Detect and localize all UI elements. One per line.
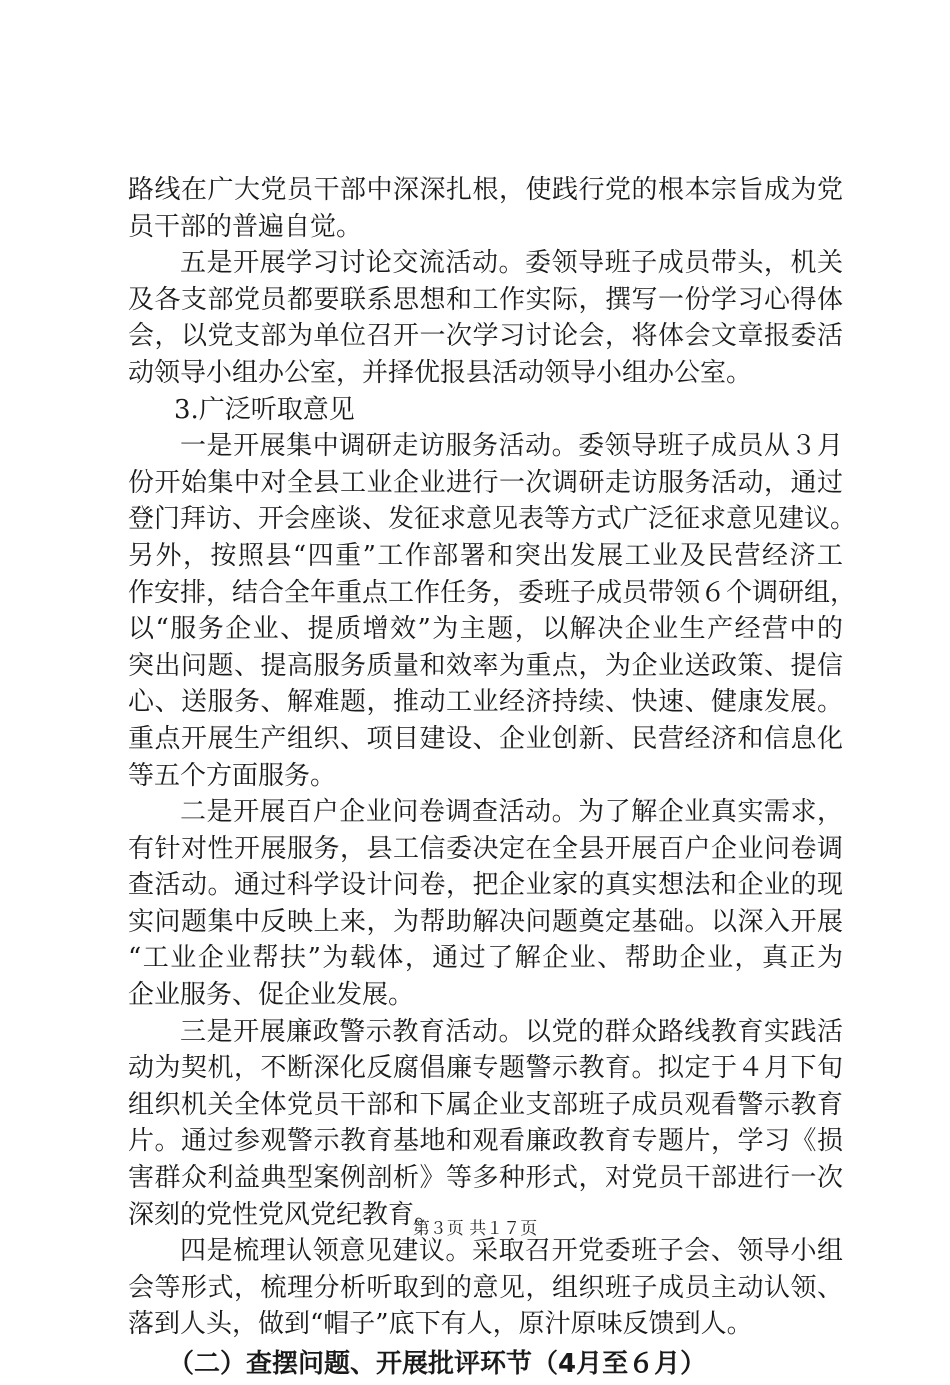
text-line: 有针对性开展服务，县工信委决定在全县开展百户企业问卷调 <box>128 833 843 864</box>
text-line: 企业服务、促企业发展。 <box>128 980 415 1011</box>
text-line: 路线在广大党员干部中深深扎根，使践行党的根本宗旨成为党 <box>128 175 843 205</box>
text-line: 动领导小组办公室，并择优报县活动领导小组办公室。 <box>128 357 753 388</box>
text-line: 动为契机，不断深化反腐倡廉专题警示教育。拟定于４月下旬 <box>128 1053 843 1084</box>
text-line: 会，以党支部为单位召开一次学习讨论会，将体会文章报委活 <box>128 321 843 352</box>
text-line: 等五个方面服务。 <box>128 760 337 791</box>
paragraph-start-line: 五是开展学习讨论交流活动。委领导班子成员带头，机关 <box>180 248 843 279</box>
paragraph-start-line: 一是开展集中调研走访服务活动。委领导班子成员从３月 <box>180 431 843 462</box>
subsection-title: 3.广泛听取意见 <box>174 394 355 425</box>
text-line: 员干部的普遍自觉。 <box>128 211 363 242</box>
text-line: 深刻的党性党风党纪教育。 <box>128 1199 441 1230</box>
section-heading: （二）查摆问题、开展批评环节（4月至６月） <box>168 1349 707 1379</box>
text-line: 另外，按照县“四重”工作部署和突出发展工业及民营经济工 <box>128 540 843 571</box>
text-line: 作安排，结合全年重点工作任务，委班子成员带领６个调研组， <box>128 577 857 608</box>
text-line: 害群众利益典型案例剖析》等多种形式，对党员干部进行一次 <box>128 1163 843 1194</box>
text-line: 突出问题、提高服务质量和效率为重点，为企业送政策、提信 <box>128 650 843 681</box>
text-line: “工业企业帮扶”为载体，通过了解企业、帮助企业，真正为 <box>128 943 843 974</box>
text-line: 组织机关全体党员干部和下属企业支部班子成员观看警示教育 <box>128 1089 843 1120</box>
paragraph-start-line: 四是梳理认领意见建议。采取召开党委班子会、领导小组 <box>180 1236 843 1267</box>
text-line: 落到人头，做到“帽子”底下有人，原汁原味反馈到人。 <box>128 1309 753 1340</box>
text-line: 登门拜访、开会座谈、发征求意见表等方式广泛征求意见建议。 <box>128 504 857 535</box>
paragraph-start-line: 二是开展百户企业问卷调查活动。为了解企业真实需求， <box>180 797 843 828</box>
paragraph-start-line: 三是开展廉政警示教育活动。以党的群众路线教育实践活 <box>180 1016 843 1047</box>
text-line: 以“服务企业、提质增效”为主题，以解决企业生产经营中的 <box>128 614 843 645</box>
text-line: 份开始集中对全县工业企业进行一次调研走访服务活动，通过 <box>128 467 843 498</box>
page-footer: 第３页 共１７页 <box>412 1219 538 1239</box>
text-line: 重点开展生产组织、项目建设、企业创新、民营经济和信息化 <box>128 723 843 754</box>
text-line: 心、送服务、解难题，推动工业经济持续、快速、健康发展。 <box>128 687 843 718</box>
text-line: 会等形式，梳理分析听取到的意见，组织班子成员主动认领、 <box>128 1272 843 1303</box>
text-line: 及各支部党员都要联系思想和工作实际，撰写一份学习心得体 <box>128 284 843 315</box>
document-body <box>128 172 857 1385</box>
text-line: 查活动。通过科学设计问卷，把企业家的真实想法和企业的现 <box>128 870 843 901</box>
text-line: 实问题集中反映上来，为帮助解决问题奠定基础。以深入开展 <box>128 906 843 937</box>
text-line: 片。通过参观警示教育基地和观看廉政教育专题片，学习《损 <box>128 1126 843 1157</box>
